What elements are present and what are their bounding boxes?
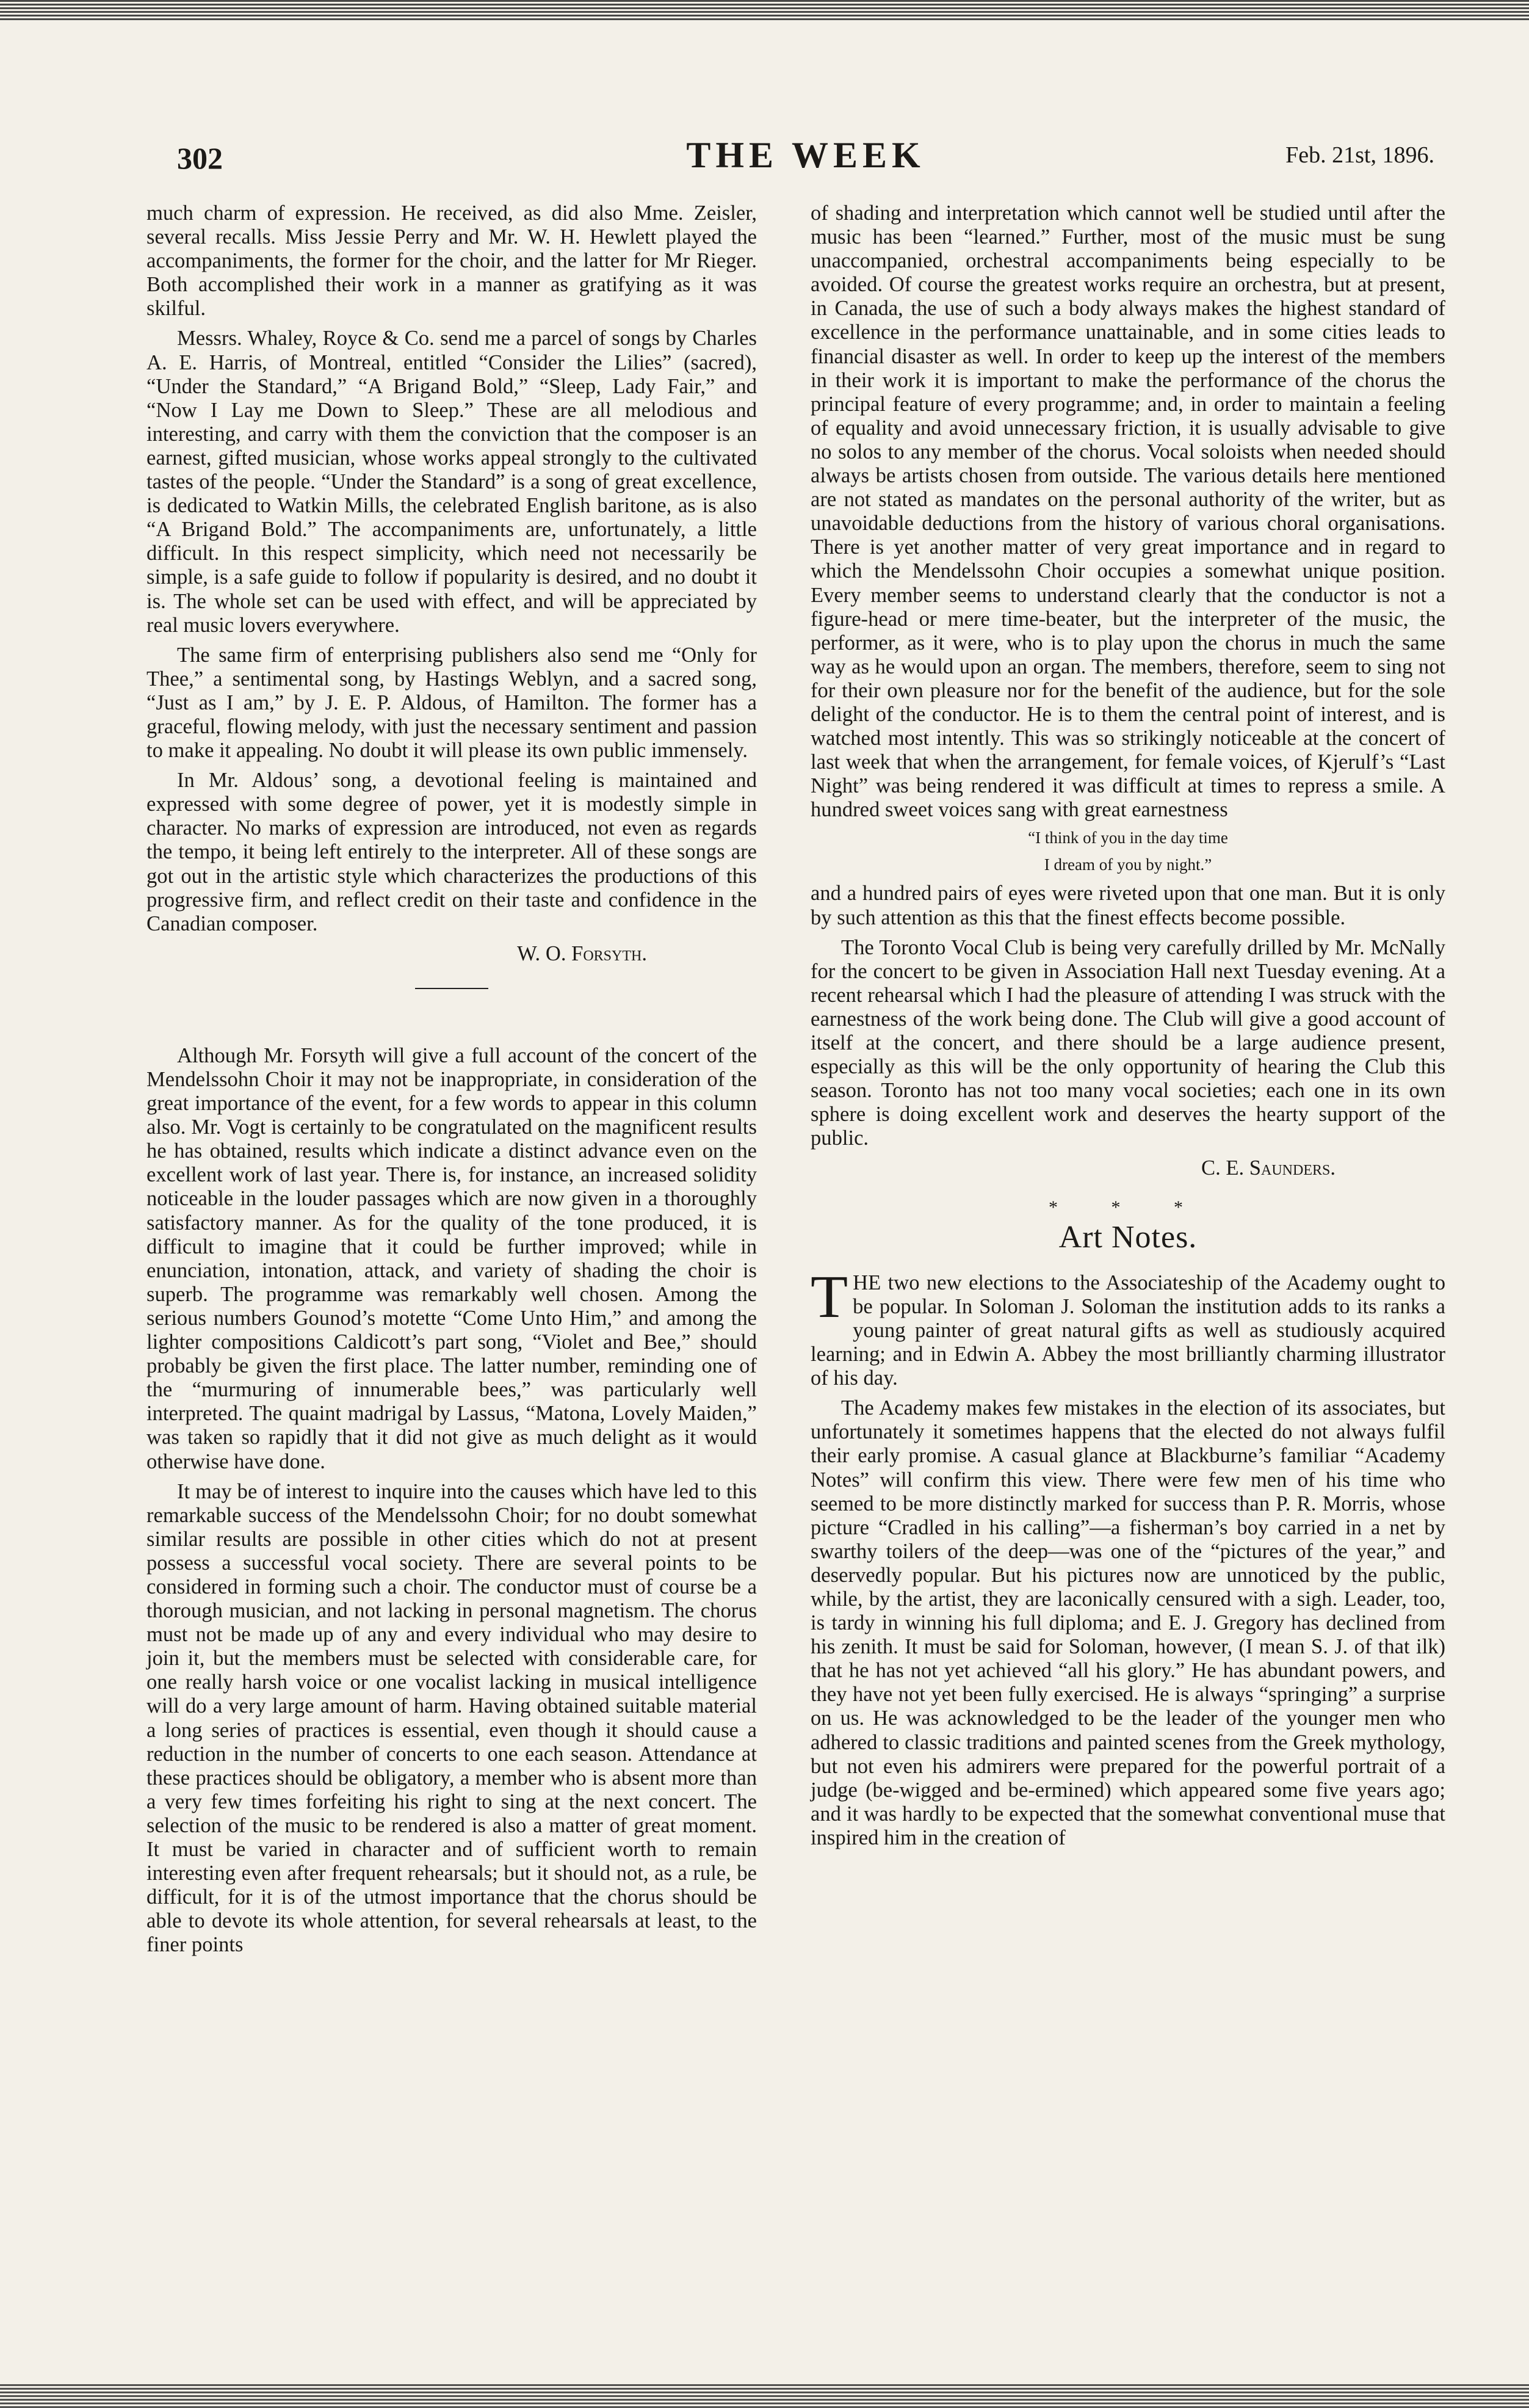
paragraph: much charm of expression. He received, as did also Mme. Zeisler, several recalls. Miss Jessie Perry and Mr. W. H. Hewlett played the accompaniments, the former for the choir, and the latter for Mr Rieger. Both accomplished their work in a manner as gratifying as it was skilful. (146, 201, 757, 321)
paragraph: It may be of interest to inquire into the causes which have led to this remarkable success of the Mendelssohn Choir; for no doubt somewhat similar results are possible in other cities which do not at present possess a successful vocal society. There are several points to be considered in forming such a choir. The conductor must of course be a thorough musician, and not lacking in personal magnetism. The chorus must not be made up of any and every individual who may desire to join it, but the members must be selected with considerable care, for one really harsh voice or one vocalist lacking in musical intelligence will do a very large amount of harm. Having obtained suitable material a long series of practices is essential, even though it should cause a reduction in the number of concerts to one each season. Attendance at these practices should be obligatory, a member who is absent more than a very few times forfeiting his right to sing at the next concert. The selection of the music to be rendered is also a matter of great moment. It must be varied in character and of sufficient worth to remain interesting even after frequent rehearsals; but it should not, as a rule, be difficult, for it is of the utmost importance that the chorus should be able to devote its whole attention, for several rehearsals at least, to the finer points (146, 1479, 757, 1957)
drop-cap: T (811, 1262, 848, 1330)
section-title-art-notes: Art Notes. (1058, 1219, 1198, 1255)
page-header (165, 134, 1447, 189)
paragraph: Although Mr. Forsyth will give a full account of the concert of the Mendelssohn Choir it may not be inappropriate, in consideration of the great importance of the event, for a few words to appear in this column also. Mr. Vogt is certainly to be congratulated on the magnificent results he has obtained, results which indicate a distinct advance even on the excellent work of last year. There is, for instance, an increased solidity noticeable in the louder passages which are now given in a thoroughly satisfactory manner. As for the quality of the tone produced, it is difficult to imagine that it could be further improved; while in enunciation, intonation, attack, and variety of shading the choir is superb. The programme was remarkably well chosen. Among the serious numbers Gounod’s motette “Come Unto Him,” and among the lighter compositions Caldicott’s part song, “Violet and Bee,” should probably be given the first place. The latter number, reminding one of the “murmuring of innumerable bees,” was particularly well interpreted. The quaint madrigal by Lassus, “Matona, Lovely Maiden,” was taken so rapidly that it did not give as much delight as it would otherwise have done. (146, 1043, 757, 1473)
issue-date: Feb. 21st, 1896. (1285, 142, 1434, 168)
quote-line: I dream of you by night.” (1044, 855, 1212, 874)
paragraph: of shading and interpretation which cannot well be studied until after the music has been “learned.” Further, most of the music must be sung unaccompanied, orchestral accompaniments being especially to be avoided. Of course the greatest works require an orchestra, but at present, in Canada, the use of such a body always makes the highest standard of excellence in the performance unattainable, and in some cities leads to financial disaster as well. In order to keep up the interest of the members in their work it is important to make the performance of the chorus the principal feature of every programme; and, in order to maintain a feeling of equality and avoid unnecessary friction, it is usually advisable to give no solos to any member of the chorus. Vocal soloists when needed should always be artists chosen from outside. The various details here mentioned are not stated as mandates on the personal authority of the writer, but as unavoidable deductions from the history of various choral organisations. There is yet another matter of very great importance and in regard to which the Mendelssohn Choir occupies a somewhat unique position. Every member seems to understand clearly that the conductor is not a figure-head or mere time-beater, but the interpreter of the music, the performer, as it were, who is to play upon the chorus in much the same way as he would upon an organ. The members, therefore, seem to sing not for their own pleasure nor for the benefit of the audience, but for the sole delight of the conductor. He is to them the central point of interest, and is watched most intently. This was so strikingly noticeable at the concert of last week that when the arrangement, for female voices, of Kjerulf’s “Last Night” was being rendered it was difficult at times to repress a smile. A hundred sweet voices sang with great earnestness (811, 201, 1445, 822)
left-column (146, 201, 757, 1963)
paragraph (811, 1262, 1445, 1390)
page-number: 302 (177, 141, 223, 175)
paragraph: and a hundred pairs of eyes were riveted upon that one man. But it is only by such attention as this that the finest effects become possible. (811, 882, 1445, 929)
paragraph: Messrs. Whaley, Royce & Co. send me a parcel of songs by Charles A. E. Harris, of Montreal, entitled “Consider the Lilies” (sacred), “Under the Standard,” “A Brigand Bold,” “Sleep, Lady Fair,” and “Now I Lay me Down to Sleep.” These are all melodious and interesting, and carry with them the conviction that the composer is an earnest, gifted musician, whose works appeal strongly to the cultivated tastes of the people. “Under the Standard” is a song of great excellence, is dedicated to Watkin Mills, the celebrated English baritone, as is also “A Brigand Bold.” The accompaniments are, unfortunately, a little difficult. In this respect simplicity, which need not necessarily be simple, is a safe guide to follow if popularity is desired, and no doubt it is. The whole set can be used with effect, and will be appreciated by real music lovers everywhere. (146, 327, 757, 637)
bottom-border-rule (0, 2384, 1529, 2408)
quote-line: “I think of you in the day time (1028, 829, 1228, 847)
signature-saunders: C. E. Saunders. (1201, 1156, 1336, 1180)
paragraph: The Toronto Vocal Club is being very carefully drilled by Mr. McNally for the concert to be given in Association Hall next Tuesday evening. At a recent rehearsal which I had the pleasure of attending I was struck with the earnestness of the work being done. The Club will give a good account of itself at the concert, and there should be a large audience present, especially as this will be the only opportunity of hearing the Club this season. Toronto has not too many vocal societies; each one in its own sphere is doing excellent work and deserves the hearty support of the public. (811, 935, 1445, 1150)
signature-forsyth: W. O. Forsyth. (517, 941, 647, 965)
paragraph: The same firm of enterprising publishers also send me “Only for Thee,” a sentimental song, by Hastings Weblyn, and a sacred song, “Just as I am,” by J. E. P. Aldous, of Hamilton. The former has a graceful, flowing melody, with just the necessary sentiment and passion to make it appealing. No doubt it will please its own public immensely. (146, 643, 757, 763)
masthead-title: THE WEEK (686, 135, 925, 175)
section-stars: * * * (1049, 1197, 1207, 1217)
top-border-rule (0, 0, 1529, 22)
right-column (811, 201, 1445, 1856)
paragraph: In Mr. Aldous’ song, a devotional feeling is maintained and expressed with some degree of power, yet it is modestly simple in character. No marks of expression are introduced, not even as regards the tempo, it being left entirely to the interpreter. All of these songs are got out in the artistic style which characterizes the productions of this progressive firm, and reflect credit on their taste and confidence in the Canadian composer. (146, 769, 757, 935)
section-divider (415, 988, 488, 989)
paragraph: The Academy makes few mistakes in the election of its associates, but unfortunately it sometimes happens that the elected do not always fulfil their early promise. A casual glance at Blackburne’s familiar “Academy Notes” will confirm this view. There were few men of his time who seemed to be more distinctly marked for success than P. R. Morris, whose picture “Cradled in his calling”—a fisherman’s boy carried in a net by swarthy toilers of the deep—was one of the “pictures of the year,” and deservedly popular. But his pictures now are unnoticed by the public, while, by the artist, they are laconically censured with a sigh. Leader, too, is tardy in winning his full diploma; and E. J. Gregory has declined from his zenith. It must be said for Soloman, however, (I mean S. J. of that ilk) that he has not yet achieved “all his glory.” He has abundant powers, and they have not yet been fully exercised. He is always “springing” a surprise on us. He was acknowledged to be the leader of the younger men who adhered to classic traditions and painted scenes from the Greek mythology, but not even his admirers were prepared for the powerful portrait of a judge (be-wigged and be-ermined) which appeared some five years ago; and it was hardly to be expected that the somewhat conventional muse that inspired him in the creation of (811, 1396, 1445, 1849)
paragraph-text: HE two new elections to the Associateship of the Academy ought to be popular. In Soloman J. Soloman the institution adds to its ranks a young painter of great natural gifts as well as studiously acquired learning; and in Edwin A. Abbey the most brilliantly charming illustrator of his day. (811, 1271, 1445, 1390)
